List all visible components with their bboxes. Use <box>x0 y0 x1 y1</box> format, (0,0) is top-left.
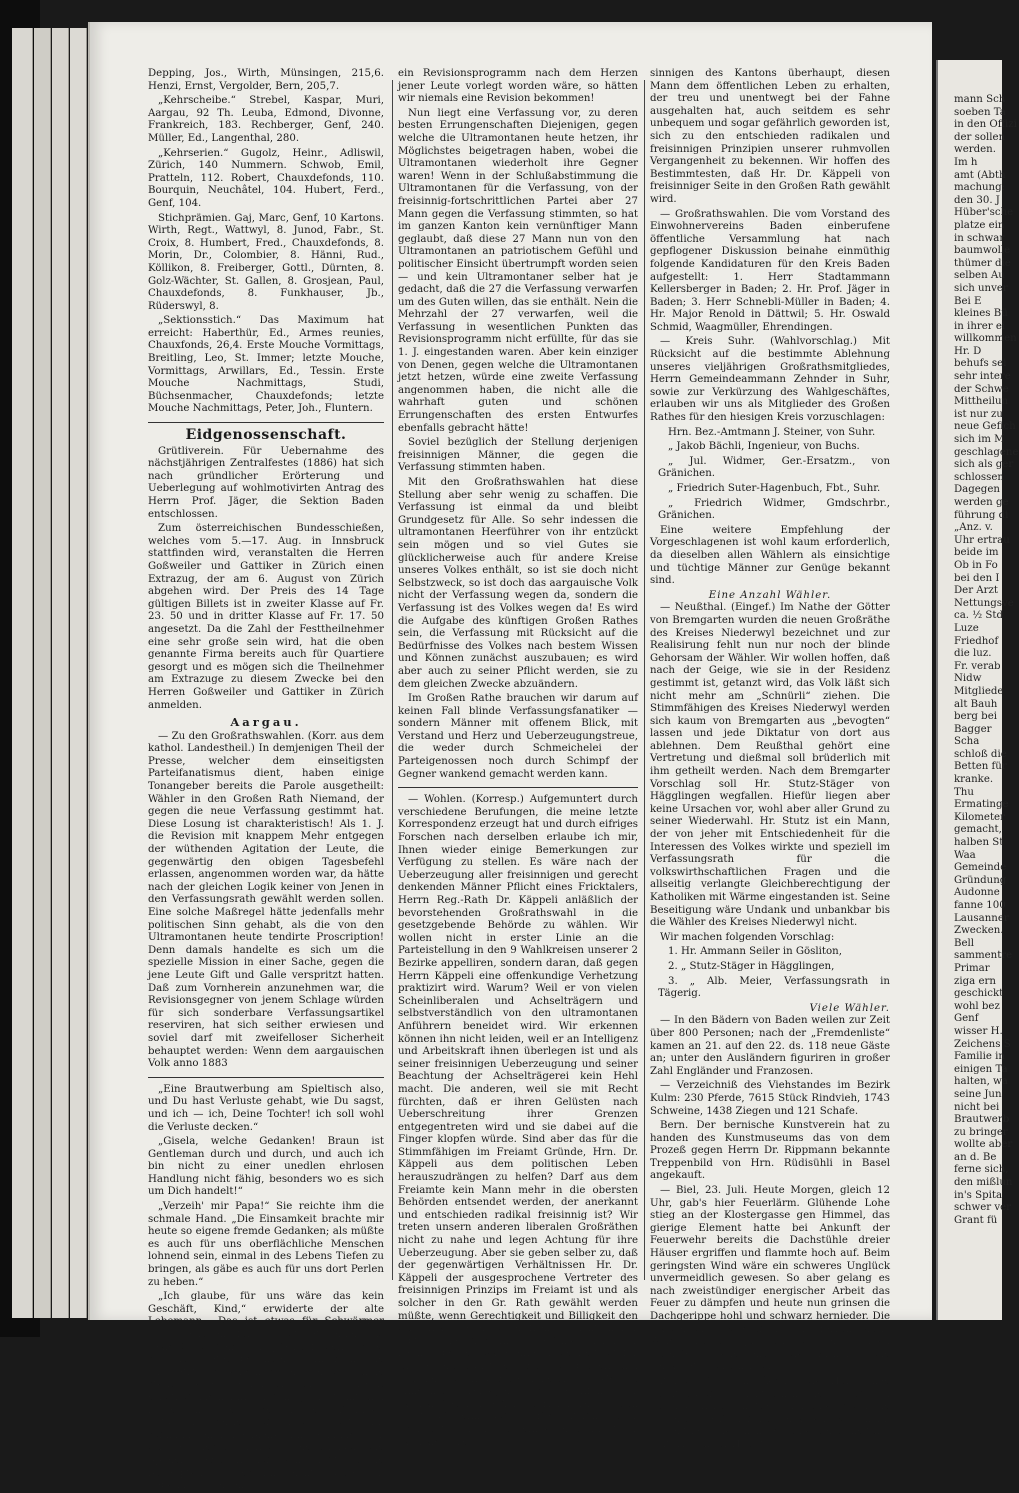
next-page-line: Der Arzt <box>954 585 998 597</box>
column-1 <box>148 68 384 1492</box>
next-page-line: Friedhof <box>954 635 999 647</box>
prize-list-entry: „Kehrserien.“ Gugolz, Heinr., Adliswil, Zürich, 140 Nummern. Schwob, Emil, Pratteln, 112. Robert, Chauxdefonds, 110. Bourquin, Neuchâtel, 104. Hubert, Ferd., Genf, 104. <box>148 147 384 209</box>
next-page-line: schlossen <box>954 471 1004 483</box>
next-page-line: beide im <box>954 547 999 559</box>
next-page-line: nicht bei <box>954 1101 1000 1113</box>
prize-list-entry: Depping, Jos., Wirth, Münsingen, 215,6. Henzi, Ernst, Vergolder, Bern, 205,7. <box>148 68 384 92</box>
next-page-line: Grant fü <box>954 1214 998 1226</box>
next-page-line: Bagger <box>954 723 992 735</box>
next-page-line: den mißlun <box>954 1177 1013 1189</box>
next-page-line: ziga ern <box>954 975 996 987</box>
book-edge-strip <box>12 28 33 1318</box>
article-paragraph: — Kreis Suhr. (Wahlvorschlag.) Mit Rücksicht auf die bestimmte Ablehnung unseres vieljährigen Großrathsmitgliedes, Herrn Gemeindeammann Zehnder in Suhr, sowie zur Verkürzung des Wahlgeschäftes, erlauben wir uns als Mitglieder des Großen Rathes für den hiesigen Kreis vorzuschlagen: <box>650 336 890 424</box>
next-page-line: Ermatinge <box>954 799 1009 811</box>
next-page-line: in den Offizi <box>954 119 1017 131</box>
article-paragraph: Wir machen folgenden Vorschlag: <box>660 931 835 943</box>
next-page-line: Luze <box>954 622 979 634</box>
next-page-line: Lausanner <box>954 912 1009 924</box>
next-page-line: führung di <box>954 509 1009 521</box>
next-page-line: neue Gefich <box>954 421 1016 433</box>
next-page-line: Kilometer <box>954 811 1005 823</box>
candidate-line: „ Jakob Bächli, Ingenieur, von Buchs. <box>668 441 860 453</box>
next-page-line: Gemeinde <box>954 862 1007 874</box>
next-page-text <box>938 60 1019 1227</box>
next-page-line: bei den I <box>954 572 1000 584</box>
next-page-line: einigen Ta <box>954 1063 1008 1075</box>
article-paragraph: Zum österreichischen Bundesschießen, welches vom 5.—17. Aug. in Innsbruck stattfinden wird, veranstalten die Herren Goßweiler und Gattiker in Zürich einen Extrazug, der am 6. August von Zürich abgehen wird. Der Preis des 14 Tage gültigen Billets ist in zweiter Klasse auf Fr. 23. 50 und in dritter Klasse auf Fr. 17. 50 angesetzt. Da die Zahl der Festtheilnehmer eine sehr große sein wird, hat die oben genannte Firma bereits auch für Quartiere gesorgt und es mögen sich die Theilnehmer am Extrazuge zu diesem Zwecke bei den Herren Goßweiler und Gattiker in Zürich anmelden. <box>148 523 384 711</box>
book-edge-strip <box>52 28 69 1318</box>
next-page-line: Familie in <box>954 1051 1005 1063</box>
next-page-line: geschickt <box>954 988 1004 1000</box>
next-page-line: der sollen <box>954 131 1006 143</box>
next-page-line: machung: <box>954 182 1006 194</box>
next-page-line: Betten für <box>954 761 1007 773</box>
article-paragraph: Zürich, 23. Juli. (Korr.) Die Heilsarmee denkt durchaus nicht daran, den Staub von den Füßen zu schütteln und eine so schöne Gegend wie Zürich zu verlassen. Es soll im Gegentheil, wie wir hören eine Centralleitung in Zürich unter Haupt- <box>650 1375 890 1450</box>
feuilleton-divider <box>398 787 638 788</box>
next-page-line: selben Au <box>954 270 1005 282</box>
prize-list-entry: Stichprämien. Gaj, Marc, Genf, 10 Kartons. Wirth, Regt., Wattwyl, 8. Junod, Fabr., St. Croix, 8. Humbert, Fred., Chauxdefonds, 8. Morin, Dr., Colombier, 8. Hänni, Rud., Köllikon, 8. Freiberger, Gottl., Dürnten, 8. Golz-Wächter, St. Gallen, 8. Grosjean, Paul, Chauxdefonds, 8. Funkhauser, Jb., Rüderswyl, 8. <box>148 212 384 312</box>
feuilleton-paragraph: „Eine Brautwerbung am Spieltisch also, und Du hast Verluste gehabt, wie Du sagst, und ich — ich, Deine Tochter! ich soll wohl die Verluste decken.“ <box>148 1083 384 1133</box>
candidate-line: Hrn. Bez.-Amtmann J. Steiner, von Suhr. <box>668 426 876 438</box>
next-page-line: thümer die <box>954 257 1011 269</box>
next-page-line: soeben Ta <box>954 106 1006 118</box>
article-paragraph: — Verzeichniß des Viehstandes im Bezirk Kulm: 230 Pferde, 7615 Stück Rindvieh, 1743 Schweine, 1438 Ziegen und 121 Schafe. <box>650 1080 890 1117</box>
section-heading: Eidgenossenschaft. <box>185 427 347 444</box>
candidate-line: „ Friedrich Widmer, Gmdschrbr., Gränichen. <box>658 497 890 522</box>
next-page-line: behufs sei <box>954 358 1007 370</box>
next-page-line: seine Jun <box>954 1088 1002 1100</box>
next-page-line: baumwolle <box>954 245 1011 257</box>
prize-list-entry: „Sektionsstich.“ Das Maximum hat erreicht: Haberthür, Ed., Armes reunies, Chauxfonds, 26,4. Erste Mouche Vormittags, Breitling, Leo, St. Immer; letzte Mouche, Vormittags, Arwillars, Ed., Tessin. Erste Mouche Nachmittags, Studi, Büchsenmacher, Chauxdefonds; letzte Mouche Nachmittags, Peter, Joh., Fluntern. <box>148 315 384 415</box>
next-page-line: kleines Bü <box>954 308 1008 320</box>
next-page-line: Hr. D <box>954 345 982 357</box>
article-paragraph: — Zu den Großrathswahlen. (Korr. aus dem kathol. Landestheil.) In demjenigen Theil der Presse, welcher dem einseitigsten Parteifanatismus dient, haben einige Tonangeber bereits die Parole ausgetheilt: Wähler in den Großen Rath Niemand, der gegen die neue Verfassung gestimmt hat. Diese Losung ist charakteristisch! Als 1. J. die Revision mit knappem Mehr entgegen der wüthenden Agitation der Leute, die gegenwärtig den obigen Tagesbefehl erlassen, angenommen worden war, da hätte nach der gleichen Logik keiner von Jenen in den Verfassungsrath gewählt werden sollen. Eine solche Maßregel hätte jedenfalls mehr politischen Sinn gehabt, als die von den Ultramontanen heute tendirte Proscription! Denn damals handelte es sich um die spezielle Mission in einer Sache, gegen die jene Leute Gift und Galle verspritzt hatten. Daß zum Vornherein anzunehmen war, die Revisionsgegner von jenem Schlage würden für sich sonderbare Verfassungsartikel reserviren, hat sich seither erwiesen und soviel darf mit zweifelloser Sicherheit behauptet werden: Wenn dem aargauischen Volk anno 1883 <box>148 730 384 1070</box>
next-page-line: kranke. <box>954 774 994 786</box>
next-page-line: sich im M <box>954 434 1005 446</box>
next-page-line: der Schwe <box>954 383 1009 395</box>
feuilleton-paragraph: „Verzeih' mir Papa!“ Sie reichte ihm die schmale Hand. „Die Einsamkeit brachte mir heute so eigene fremde Gedanken; als müßte es auch für uns oberflächliche Menschen lohnend sein, einmal in des Lebens Tiefen zu bringen, als gäbe es auch für uns dort Perlen zu heben.“ <box>148 1201 384 1288</box>
next-page-line: ferne sich, <box>954 1164 1009 1176</box>
article-paragraph: Im Großen Rathe brauchen wir darum auf keinen Fall blinde Verfassungsfanatiker — sondern Männer mit offenem Blick, mit Verstand und Herz und Ueberzeugungstreue, die weder durch Schmeichelei der Parteigenossen noch durch Schimpf der Gegner wankend gemacht werden kann. <box>398 693 638 780</box>
next-page-line: Mitgliede <box>954 685 1004 697</box>
next-page-line: Uhr ertrau <box>954 534 1010 546</box>
feuilleton-divider <box>148 1077 384 1078</box>
next-page-line: sammentre <box>954 950 1013 962</box>
next-page-line: Bei E <box>954 295 982 307</box>
next-page-line: Gründung <box>954 874 1007 886</box>
candidate-line: „ Friedrich Suter-Hagenbuch, Fbt., Suhr. <box>668 483 881 494</box>
article-paragraph: Eine weitere Empfehlung der Vorgeschlagenen ist wohl kaum erforderlich, da dieselben allen Wählern als einsichtige und tüchtige Männer zur Genüge bekannt sind. <box>650 524 890 587</box>
candidate-line: 2. „ Stutz-Stäger in Hägglingen, <box>668 960 835 972</box>
next-page-edge <box>936 60 1019 1320</box>
next-page-line: Brautwerb <box>954 1114 1010 1126</box>
candidate-line: „ Jul. Widmer, Ger.-Ersatzm., von Gränichen. <box>658 455 890 480</box>
next-page-line: ca. ½ Std <box>954 610 1003 622</box>
column-rule <box>392 80 393 1280</box>
next-page-line: sich unver <box>954 282 1008 294</box>
column-rule <box>644 80 645 1280</box>
next-page-line: halben St <box>954 837 1004 849</box>
next-page-line: Waa <box>954 849 976 861</box>
next-page-line: wollte aber <box>954 1139 1013 1151</box>
next-page-line: Dagegen <box>954 484 1000 496</box>
column-3 <box>650 68 890 1450</box>
next-page-line: Mittheilun <box>954 396 1009 408</box>
book-edge-strip <box>34 28 51 1318</box>
next-page-line: willkommen <box>954 333 1017 345</box>
next-page-line: Bell <box>954 937 975 949</box>
article-paragraph: Grütliverein. Für Uebernahme des nächstjährigen Zentralfestes (1886) hat sich nach gründlicher Erörterung und Ueberlegung auf wohlmotivirten Antrag des Herrn Prof. Jäger, die Sektion Baden entschlossen. <box>148 445 384 520</box>
article-paragraph: Bern. Der bernische Kunstverein hat zu handen des Kunstmuseums das von dem Prozeß gegen Herrn Dr. Rippmann bekannte Treppenbild von Hrn. Rüdisühli in Basel angekauft. <box>650 1120 890 1182</box>
prize-list-entry: „Kehrscheibe.“ Strebel, Kaspar, Muri, Aargau, 92 Th. Leuba, Edmond, Divonne, Frankreich, 183. Rechberger, Genf, 240. Müller, Ed., Langenthal, 280. <box>148 95 384 144</box>
next-page-line: berg bei <box>954 711 997 723</box>
next-page-line: Hüber'sche <box>954 207 1014 219</box>
next-page-line: sehr intere <box>954 371 1011 383</box>
next-page-line: Primar <box>954 962 990 974</box>
signature-line: Eine Anzahl Wähler. <box>708 589 832 601</box>
next-page-line: schwer ver <box>954 1202 1012 1214</box>
next-page-line: werden ge <box>954 497 1009 508</box>
next-page-line: schloß die <box>954 748 1007 760</box>
next-page-line: an d. Be <box>954 1151 997 1163</box>
next-page-line: Genf <box>954 1013 979 1025</box>
next-page-line: platze ein <box>954 219 1005 231</box>
next-page-line: alt Bauh <box>954 698 998 710</box>
next-page-line: Fr. verab <box>954 660 1001 672</box>
signature-line: Viele Wähler. <box>809 1002 890 1014</box>
next-page-line: mann Sch <box>954 94 1006 105</box>
next-page-line: sich als ger <box>954 459 1014 471</box>
next-page-line: „Anz. v. <box>954 522 993 534</box>
section-divider <box>148 422 384 423</box>
next-page-line: in's Spita <box>954 1189 1003 1201</box>
next-page-line: Zwecken. <box>954 925 1004 937</box>
next-page-line: in ihrer ei <box>954 320 1006 332</box>
next-page-line: den 30. J <box>954 194 1000 206</box>
feuilleton-paragraph: „Ich glaube, für uns wäre das kein Geschäft, Kind,“ erwiderte der alte Lebemann. „Das ist etwas für Schwärmer und Idealisten, für uns ist rathsamer das reale Glück beim Schopfe zu fassen, wo es sich nur bietet, besonders wenn man, wie wir, jetzt, vor einem bodenlosen Abgrunde steht! Ueberlege Dir die Sache ja recht ernstlich mein Kind! Ich mag nicht mit und keine Illusionen, bei keinen Zwingen natürlich werde ich Dich nicht. Im schlimmsten Falle bleibt mir ja immer der Ausweg, dessen sich so viele unglückliche Spieler bedienen. Ich will nicht gerade behaupten, daß es mir leicht würde vom Leben zu scheiden.“ <box>148 1291 384 1492</box>
canton-heading: Aargau. <box>230 715 302 730</box>
article-paragraph: Nun liegt eine Verfassung vor, zu deren besten Errungenschaften Diejenigen, gegen welche die Ultramontanen heute hetzen, ihr Möglichstes beigetragen haben, wobei die Ultramontanen wiederholt ihre Gegner waren! Wenn in der Schlußabstimmung die Ultramontanen für die Verfassung, von der freisinnig-fortschrittlichen Partei aber 27 Mann gegen die Verfassung stimmten, so hat im ganzen Kanton kein vernünftiger Mann geglaubt, daß diese 27 Mann nun von den Ultramontanen an patriotischem Gefühl und politischer Einsicht übertrumpft worden seien — und kein Ultramontaner selber hat je gedacht, daß die 27 die Verfassung verwarfen um des Guten willen, das sie enthält. Nein die Mehrzahl der 27 verwarfen, weil die Verfassung in wesentlichen Punkten das Revisionsprogramm nicht erfüllte, für das sie 1. J. eingestanden waren. Aber kein einziger von Denen, gegen welche die Ultramontanen jetzt hetzen, würde eine zweite Verfassung angenommen haben, die nicht alle die wahrhaft guten und schönen Errungenschaften des ersten Entwurfes ebenfalls gebracht hätte! <box>398 107 638 434</box>
feuilleton-paragraph: „Gisela, welche Gedanken! Braun ist Gentleman durch und durch, und auch ich bin nicht zu einer unedlen ehrlosen Handlung nicht fähig, besonders wo es sich um Dich handelt!“ <box>148 1136 384 1198</box>
next-page-line: Thu <box>954 786 974 798</box>
next-page-line: ist nur zu <box>954 408 1003 420</box>
next-page-line: in schwar <box>954 232 1005 244</box>
article-paragraph: sinnigen des Kantons überhaupt, diesen Mann dem öffentlichen Leben zu erhalten, der treu und unentwegt bei der Fahne ausgehalten hat, auch seitdem es sehr unbequem und sogar gefährlich geworden ist, sich zu den entschieden radikalen und freisinnigen Prinzipien unserer ruhmvollen Vergangenheit zu bekennen. Wir hoffen des Bestimmtesten, daß Hr. Dr. Käppeli von freisinniger Seite in den Großen Rath gewählt wird. <box>650 68 890 205</box>
next-page-line: Im h <box>954 156 978 168</box>
next-page-line: amt (Abth <box>954 169 1006 181</box>
next-page-line: geschlagene <box>954 446 1019 458</box>
next-page-line: Audonne <box>954 887 1000 899</box>
next-page-line: wohl bez <box>954 1000 1000 1012</box>
article-paragraph: — Biel, 23. Juli. Heute Morgen, gleich 12 Uhr, gab's hier Feuerlärm. Glühende Lohe stieg an der Klostergasse gen Himmel, das gierige Element hatte bei Ankunft der Feuerwehr bereits die Dachstühle dreier Häuser ergriffen und flammte hoch auf. Beim geringsten Wind wäre ein schweres Unglück unvermeidlich gewesen. So aber gelang es nach zweistündiger energischer Arbeit das Feuer zu dämpfen und heute nun grinsen die Dachgerippe hohl und schwarz hernieder. Die Häuser sind Eigenthum der Herren Merz, Wyler und Bourquin und ist der Schaden jedenfalls bedeutend. Die Brandursache verlautet noch gar nicht. <box>650 1185 890 1373</box>
article-paragraph: Soviel bezüglich der Stellung derjenigen freisinnigen Männer, die gegen die Verfassung stimmten haben. <box>398 437 638 474</box>
article-paragraph: — In den Bädern von Baden weilen zur Zeit über 800 Personen; nach der „Fremdenliste“ kamen an 21. auf den 22. ds. 118 neue Gäste an; unter den Ausländern figuriren in großer Zahl Engländer und Franzosen. <box>650 1015 890 1077</box>
next-page-line: werden. <box>954 144 996 156</box>
next-page-line: halten, wa <box>954 1076 1008 1088</box>
next-page-line: fanne 100 <box>954 900 1006 911</box>
next-page-line: gemacht, <box>954 824 1002 836</box>
article-paragraph: — Wohlen. (Korresp.) Aufgemuntert durch verschiedene Berufungen, die meine letzte Korrespondenz erzeugt hat und durch eifriges Forschen nach derselben erlaube ich mir, Ihnen wieder einige Bemerkungen zur Verfügung zu stellen. Es wäre nach der Ueberzeugung aller freisinnigen und gerecht denkenden Männer Pflicht eines Fricktalers, Herrn Reg.-Rath Dr. Käppeli anläßlich der bevorstehenden Großrathswahl in die gesetzgebende Behörde zu wählen. Wir wollen nicht in erster Linie an die Parteistellung in den 9 Wahlkreisen unserer 2 Bezirke appelliren, sondern daran, daß gegen Herrn Käppeli eine offenkundige Verhetzung praktizirt wird. Warum? Weil er von vielen Scheinliberalen und Achselträgern und selbstverständlich von den ultramontanen Anführern beneidet wird. Wir erkennen können ihn nicht leiden, weil er an Intelligenz und Arbeitskraft ihnen überlegen ist und als seiner freisinnigen Ueberzeugung und seiner Beachtung der Achselträgerei kein Hehl macht. Die anderen, weil sie mit Recht fürchten, daß er ihren Gelüsten nach Ueberschreitung ihrer Grenzen entgegentreten wird und sie dabei auf die Finger klopfen würde. Sind aber das für die Stimmfähigen im Freiamt Gründe, Hrn. Dr. Käppeli aus dem politischen Leben herauszudrängen zu helfen? Darf aus dem Freiamte kein Mann mehr in die obersten Behörden entsendet werden, der anerkannt und entschieden radikal freisinnig ist? Wir treten unsern anderen liberalen Großräthen nicht zu nahe und legen Achtung für ihre Ueberzeugung. Aber sie geben selber zu, daß der gegenwärtigen Verhältnissen Hr. Dr. Käppeli der ausgesprochene Vertreter des freisinnigen Prinzips im Freiamt ist und als solcher in den Gr. Rath gewählt werden müßte, wenn Gerechtigkeit und Billigkeit den Ausschlag gäben. Aber freilich nicht immer gibt das den Ausschlag. Sie fühlen sich zwar kaum, aber es wäre eine große Zeit ist für Charaktere günstiger, die sich biegen und drücken lassen und geschmeidig alle Gestalt annehmen. Dagegen gibt jedenfalls der radikal freisinnige Aargau Herrn Dr. Käppeli nicht auf, wenn auch das Freiamt ihn wieder übergeht. Es ist nicht weniger eine Pflicht der radikalen Frei- <box>398 794 638 1448</box>
candidate-line: 1. Hr. Ammann Seiler in Gösliton, <box>668 946 842 958</box>
next-page-line: Nettungsve <box>954 597 1014 609</box>
article-paragraph: — Großrathswahlen. Die vom Vorstand des Einwohnervereins Baden einberufene öffentliche Versammlung hat nach gepflogener Diskussion beinahe einmüthig folgende Kandidaturen für den Kreis Baden aufgestellt: 1. Herr Stadtammann Kellersberger in Baden; 2. Hr. Prof. Jäger in Baden; 3. Herr Schnebli-Müller in Baden; 4. Hr. Major Renold in Dättwil; 5. Hr. Oswald Schmid, Waagmüller, Ehrendingen. <box>650 208 890 333</box>
book-edge-strip <box>70 28 87 1318</box>
next-page-line: Ob in Fo <box>954 559 998 571</box>
next-page-line: Zeichens S <box>954 1038 1011 1050</box>
next-page-line: wisser H. <box>954 1025 1003 1037</box>
column-2 <box>398 68 638 1448</box>
candidate-line: 3. „ Alb. Meier, Verfassungsrath in Tägerig. <box>658 975 890 1000</box>
next-page-line: zu bringer <box>954 1126 1008 1138</box>
next-page-line: die luz. <box>954 648 992 660</box>
article-paragraph: Mit den Großrathswahlen hat diese Stellung aber sehr wenig zu schaffen. Die Verfassung ist einmal da und bleibt Grundgesetz für Alle. So sehr indessen die ultramontanen Heerführer von ihr entzückt sein mögen und so viel Gutes sie glücklicherweise auch für andere Kreise unseres Volkes enthält, so ist sie doch nicht Selbstzweck, so ist doch das aargauische Volk nicht der Verfassung wegen da, sondern die Verfassung ist des Volkes wegen da! Es wird die Aufgabe des künftigen Großen Rathes sein, die Verfassung mit Rücksicht auf die Bedürfnisse des Volkes nach bestem Wissen und Können zunächst auszubauen; es wird aber auch zu seiner Pflicht werden, sie zu dem gleichen Zwecke abzuändern. <box>398 477 638 690</box>
next-page-line: Scha <box>954 736 980 748</box>
article-paragraph: ein Revisionsprogramm nach dem Herzen jener Leute vorlegt worden wäre, so hätten wir niemals eine Revision bekommen! <box>398 68 638 105</box>
next-page-line: Nidw <box>954 673 982 685</box>
article-paragraph: — Neußthal. (Eingef.) Im Nathe der Götter von Bremgarten wurden die neuen Großräthe des Kreises Niederwyl bezeichnet und zur Realisirung fehlt nun nur noch der blinde Gehorsam der Wähler. Wir wollen hoffen, daß nach der Geige, wie sie in der Residenz gestimmt ist, getanzt wird, das Volk läßt sich nicht mehr am „Schnürli“ ziehen. Die Stimmfähigen des Kreises Niederwyl werden sich kaum von Bremgarten aus „bevogten“ lassen und jede Diktatur von dort aus ablehnen. Dem Reußthal gehört eine Vertretung und dießmal soll brüderlich mit ihm getheilt werden. Nach dem Bremgarter Vorschlag soll Hr. Stutz-Stäger von Hägglingen wegfallen. Hiefür liegen aber keine Ursachen vor, wohl aber aller Grund zu seiner Wiederwahl. Hr. Stutz ist ein Mann, der von jeher mit Entschiedenheit für die Interessen des Volkes wirkte und speziell im Verfassungsrath für die volkswirthschaftlichen Fragen und die allseitig verlangte Gleichberechtigung der Katholiken mit Wärme eingestanden ist. Seine Beseitigung wäre Undank und unbankbar bis die Wähler des Kreises Niederwyl nicht. <box>650 602 890 929</box>
